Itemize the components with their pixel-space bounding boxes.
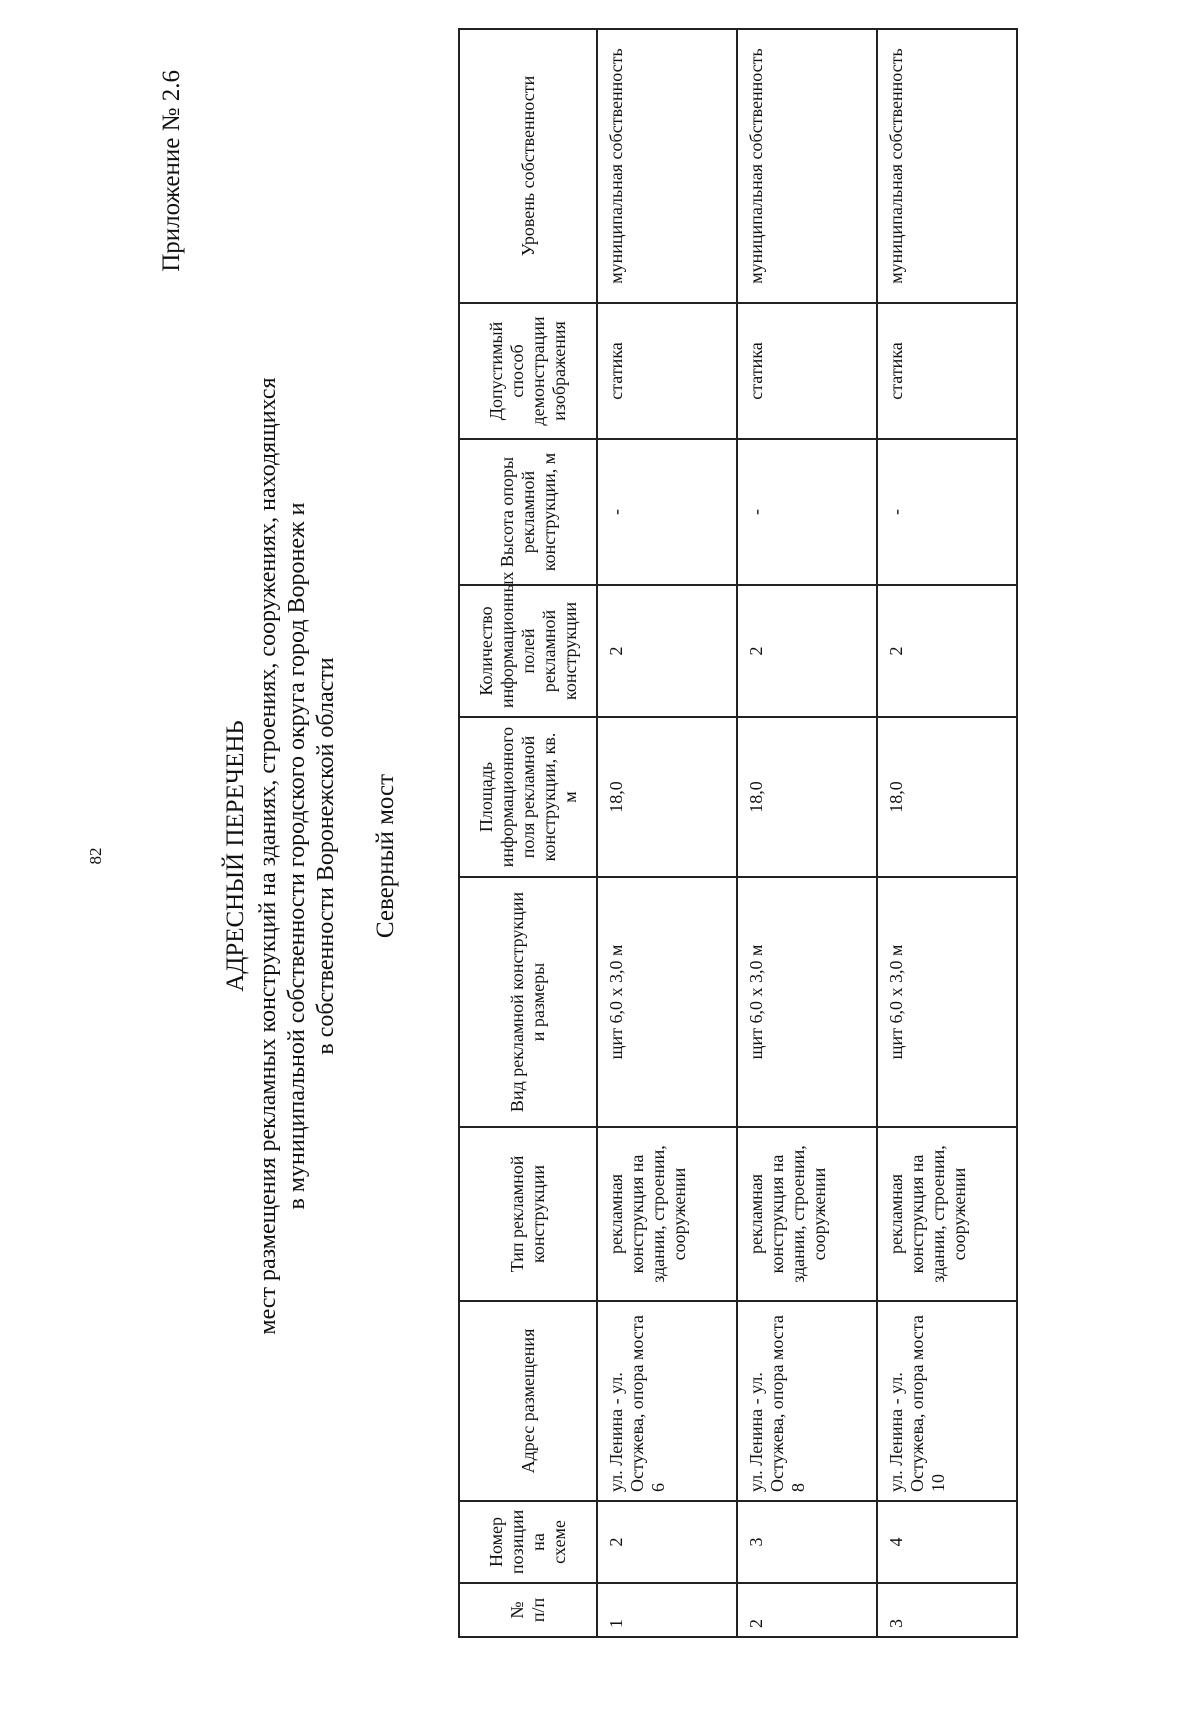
header-cell: Номер позиции на схеме	[459, 1501, 597, 1583]
document-title: АДРЕСНЫЙ ПЕРЕЧЕНЬ	[222, 720, 249, 992]
header-cell: Допустимый способ демонстрации изображения	[459, 303, 597, 439]
table-row	[597, 29, 737, 1637]
table-cell: муниципальная собственность	[877, 29, 1017, 303]
appendix-label: Приложение № 2.6	[158, 70, 185, 272]
table-cell: статика	[597, 303, 737, 439]
table-cell: ул. Ленина - ул. Остужева, опора моста 10	[877, 1301, 1017, 1501]
table-cell: рекламная конструкция на здании, строении, сооружении	[877, 1127, 1017, 1301]
header-cell: Тип рекламной конструкции	[459, 1127, 597, 1301]
header-cell: Количество информационных полей рекламной конструкции	[459, 585, 597, 717]
table-cell: рекламная конструкция на здании, строении, сооружении	[597, 1127, 737, 1301]
table-cell: 2	[597, 585, 737, 717]
header-cell: Вид рекламной конструкции и размеры	[459, 877, 597, 1127]
document-subtitle-line-3: в собственности Воронежской области	[313, 657, 339, 1055]
table-cell: -	[597, 439, 737, 585]
table-cell: 2	[597, 1501, 737, 1583]
document-subtitle-line-1: мест размещения рекламных конструкций на зданиях, строениях, сооружениях, находящихся	[255, 377, 281, 1335]
table-cell: щит 6,0 х 3,0 м	[597, 877, 737, 1127]
section-title: Северный мост	[372, 773, 399, 939]
table-cell: ул. Ленина - ул. Остужева, опора моста 6	[597, 1301, 737, 1501]
table-cell: статика	[737, 303, 877, 439]
table-cell: 18,0	[597, 717, 737, 877]
header-cell: № п/п	[459, 1583, 597, 1637]
table-cell: ул. Ленина - ул. Остужева, опора моста 8	[737, 1301, 877, 1501]
table-cell: 2	[737, 1583, 877, 1637]
table-cell: муниципальная собственность	[737, 29, 877, 303]
header-cell: Уровень собственности	[459, 29, 597, 303]
table-cell: статика	[877, 303, 1017, 439]
header-cell: Площадь информационного поля рекламной конструкции, кв. м	[459, 717, 597, 877]
table-cell: 2	[877, 585, 1017, 717]
header-cell: Высота опоры рекламной конструкции, м	[459, 439, 597, 585]
table-row	[737, 29, 877, 1637]
table-cell: -	[737, 439, 877, 585]
table-cell: муниципальная собственность	[597, 29, 737, 303]
table-row	[877, 29, 1017, 1637]
table-cell: рекламная конструкция на здании, строении, сооружении	[737, 1127, 877, 1301]
table-cell: 2	[737, 585, 877, 717]
table-header-row	[459, 29, 597, 1637]
header-cell: Адрес размещения	[459, 1301, 597, 1501]
table-cell: 3	[877, 1583, 1017, 1637]
document-subtitle-line-2: в муниципальной собственности городского округа город Воронеж и	[284, 502, 310, 1210]
table-cell: 4	[877, 1501, 1017, 1583]
table-cell: -	[877, 439, 1017, 585]
table-cell: 3	[737, 1501, 877, 1583]
table-cell: щит 6,0 х 3,0 м	[877, 877, 1017, 1127]
table-cell: щит 6,0 х 3,0 м	[737, 877, 877, 1127]
table-cell: 1	[597, 1583, 737, 1637]
table-cell: 18,0	[737, 717, 877, 877]
table-cell: 18,0	[877, 717, 1017, 877]
page-number: 82	[86, 847, 105, 865]
advertising-register-table	[458, 28, 1018, 1638]
